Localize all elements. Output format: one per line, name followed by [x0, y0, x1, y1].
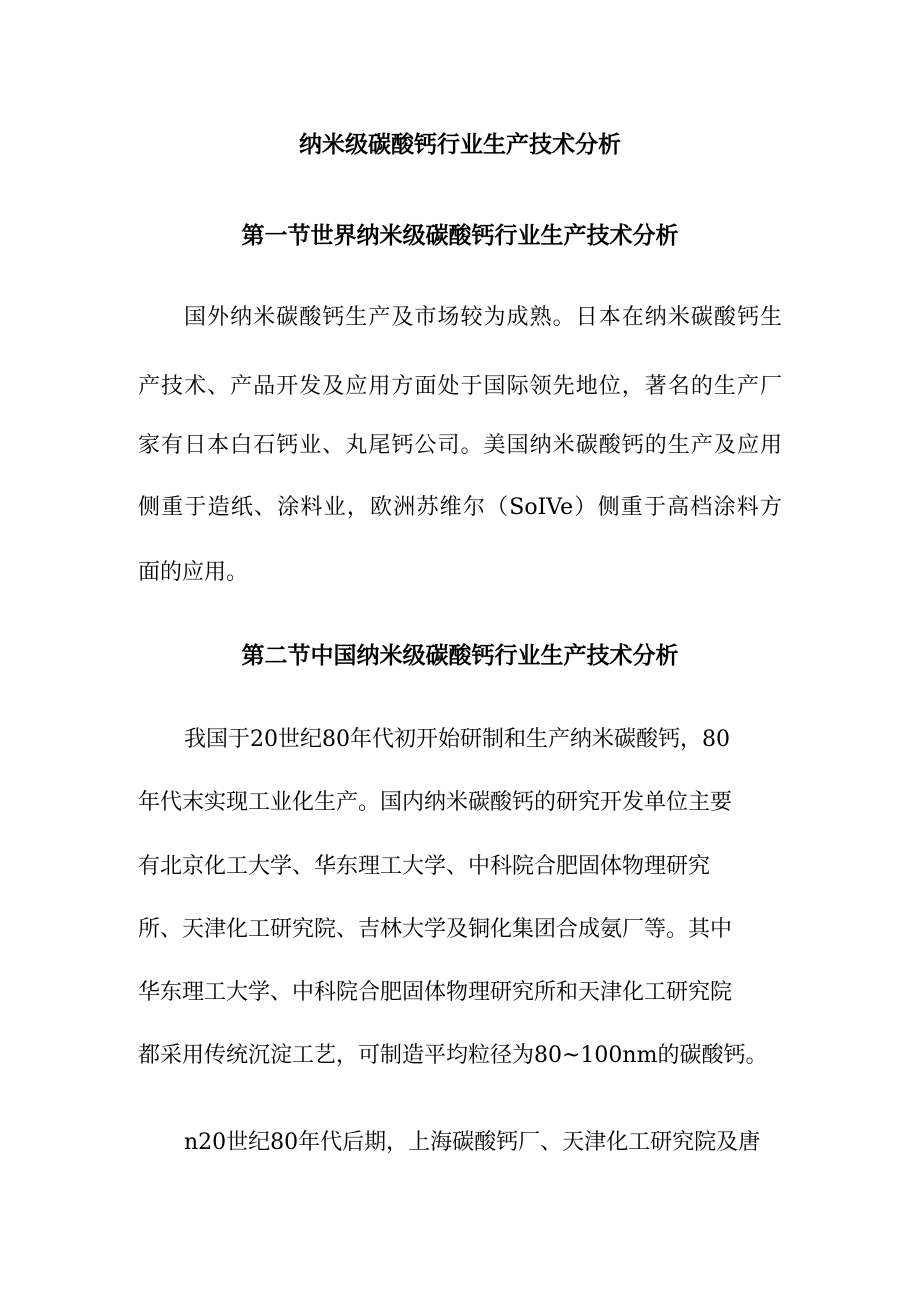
paragraph-line: 所、天津化工研究院、吉林大学及铜化集团合成氨厂等。其中: [138, 917, 733, 942]
paragraph-line: 年代末实现工业化生产。国内纳米碳酸钙的研究开发单位主要: [138, 790, 733, 815]
paragraph-line: 侧重于造纸、涂料业，欧洲苏维尔（SoIVe）侧重于高档涂料方: [138, 495, 782, 520]
section-1-heading: 第一节世界纳米级碳酸钙行业生产技术分析: [241, 223, 679, 249]
paragraph-line: 产技术、产品开发及应用方面处于国际领先地位，著名的生产厂: [138, 374, 782, 399]
paragraph-line: 都采用传统沉淀工艺，可制造平均粒径为80~100nm的碳酸钙。: [138, 1043, 768, 1068]
paragraph-line: n20世纪80年代后期，上海碳酸钙厂、天津化工研究院及唐: [184, 1130, 761, 1155]
paragraph-line: 我国于20世纪80年代初开始研制和生产纳米碳酸钙，80: [184, 727, 730, 752]
paragraph-line: 有北京化工大学、华东理工大学、中科院合肥固体物理研究: [138, 854, 711, 879]
paragraph-line: 家有日本白石钙业、丸尾钙公司。美国纳米碳酸钙的生产及应用: [138, 433, 782, 458]
section-2-heading: 第二节中国纳米级碳酸钙行业生产技术分析: [241, 643, 679, 669]
paragraph-line: 华东理工大学、中科院合肥固体物理研究所和天津化工研究院: [138, 980, 733, 1005]
paragraph-line: 国外纳米碳酸钙生产及市场较为成熟。日本在纳米碳酸钙生: [184, 305, 782, 330]
document-title: 纳米级碳酸钙行业生产技术分析: [299, 132, 621, 158]
paragraph-line: 面的应用。: [138, 560, 249, 585]
